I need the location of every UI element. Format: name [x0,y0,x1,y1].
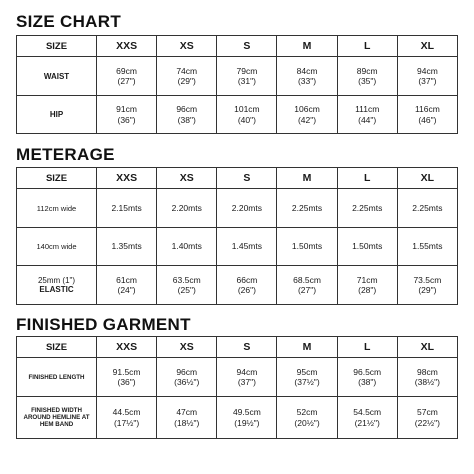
row-label-waist: WAIST [17,57,97,96]
value-cell: 61cm (24") [97,266,157,305]
header-cell-m: M [277,337,337,358]
finished-garment-table [16,336,458,439]
value-cell: 52cm (20½") [277,397,337,439]
row-label-elastic: 25mm (1") ELASTIC [17,266,97,305]
value-cell: 89cm (35") [337,57,397,96]
value-cell: 2.20mts [217,189,277,228]
header-cell-s: S [217,168,277,189]
value-cell: 1.35mts [97,228,157,266]
value-cell: 2.15mts [97,189,157,228]
table-row-elastic [17,266,458,305]
meterage-title: METERAGE [16,145,115,164]
header-cell-xl: XL [397,168,457,189]
value-cell: 66cm (26") [217,266,277,305]
value-cell: 98cm (38½") [397,358,457,397]
value-cell: 1.45mts [217,228,277,266]
header-cell-xs: XS [157,36,217,57]
value-cell: 84cm (33") [277,57,337,96]
finished-garment-header-row [17,337,458,358]
value-cell: 96cm (38") [157,96,217,134]
value-cell: 94cm (37") [217,358,277,397]
value-cell: 111cm (44") [337,96,397,134]
value-cell: 91cm (36") [97,96,157,134]
header-cell-l: L [337,337,397,358]
value-cell: 96.5cm (38") [337,358,397,397]
table-row-waist [17,57,458,96]
row-label-hip: HIP [17,96,97,134]
header-cell-size: SIZE [17,168,97,189]
row-label-112cm-wide: 112cm wide [17,189,97,228]
header-cell-xxs: XXS [97,36,157,57]
value-cell: 2.20mts [157,189,217,228]
row-label-finished-length: FINISHED LENGTH [17,358,97,397]
value-cell: 95cm (37½") [277,358,337,397]
value-cell: 1.40mts [157,228,217,266]
header-cell-xl: XL [397,36,457,57]
value-cell: 63.5cm (25") [157,266,217,305]
finished-garment-title: FINISHED GARMENT [16,315,191,334]
table-row-finished-length [17,358,458,397]
header-cell-size: SIZE [17,337,97,358]
size-chart-table [16,35,458,134]
header-cell-l: L [337,36,397,57]
header-cell-xxs: XXS [97,168,157,189]
value-cell: 101cm (40") [217,96,277,134]
table-row-finished-width [17,397,458,439]
value-cell: 2.25mts [277,189,337,228]
value-cell: 79cm (31") [217,57,277,96]
row-label-140cm-wide: 140cm wide [17,228,97,266]
table-row-112cm [17,189,458,228]
value-cell: 96cm (36½") [157,358,217,397]
value-cell: 54.5cm (21½") [337,397,397,439]
value-cell: 71cm (28") [337,266,397,305]
header-cell-xs: XS [157,337,217,358]
value-cell: 106cm (42") [277,96,337,134]
header-cell-s: S [217,337,277,358]
value-cell: 2.25mts [337,189,397,228]
value-cell: 94cm (37") [397,57,457,96]
row-label-finished-width: FINISHED WIDTH AROUND HEMLINE AT HEM BAND [17,397,97,439]
value-cell: 44.5cm (17½") [97,397,157,439]
value-cell: 69cm (27") [97,57,157,96]
header-cell-size: SIZE [17,36,97,57]
header-cell-xs: XS [157,168,217,189]
value-cell: 68.5cm (27") [277,266,337,305]
meterage-header-row [17,168,458,189]
meterage-table [16,167,458,305]
value-cell: 73.5cm (29") [397,266,457,305]
value-cell: 49.5cm (19½") [217,397,277,439]
value-cell: 47cm (18½") [157,397,217,439]
size-chart-header-row [17,36,458,57]
value-cell: 74cm (29") [157,57,217,96]
size-chart-title: SIZE CHART [16,12,121,31]
header-cell-xl: XL [397,337,457,358]
value-cell: 1.55mts [397,228,457,266]
header-cell-m: M [277,168,337,189]
table-row-140cm [17,228,458,266]
header-cell-s: S [217,36,277,57]
value-cell: 2.25mts [397,189,457,228]
value-cell: 91.5cm (36") [97,358,157,397]
header-cell-xxs: XXS [97,337,157,358]
value-cell: 57cm (22½") [397,397,457,439]
header-cell-l: L [337,168,397,189]
value-cell: 1.50mts [337,228,397,266]
table-row-hip [17,96,458,134]
header-cell-m: M [277,36,337,57]
value-cell: 116cm (46") [397,96,457,134]
value-cell: 1.50mts [277,228,337,266]
